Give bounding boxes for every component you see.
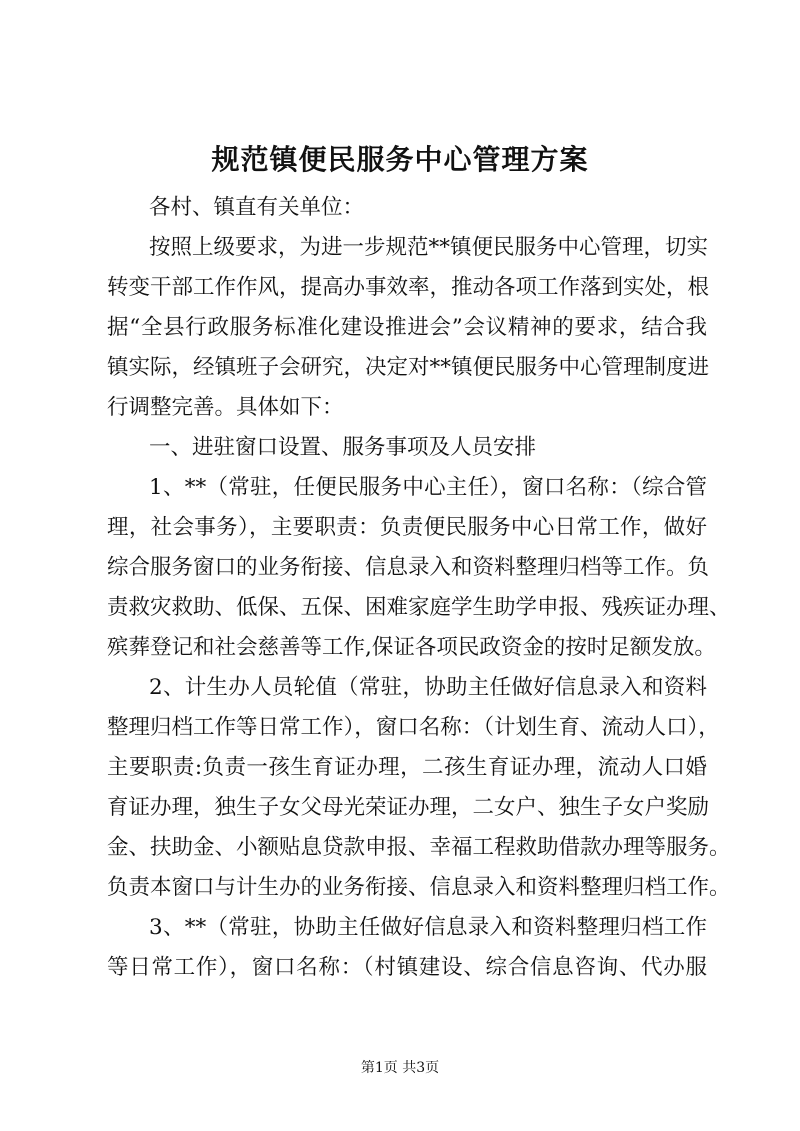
body-line: 主要职责:负责一孩生育证办理，二孩生育证办理，流动人口婚 xyxy=(107,755,707,780)
section-heading: 一、进驻窗口设置、服务事项及人员安排 xyxy=(149,435,537,460)
body-line: 行调整完善。具体如下： xyxy=(107,395,344,420)
body-line: 负责本窗口与计生办的业务衔接、信息录入和资料整理归档工作。 xyxy=(107,875,731,900)
page-title: 规范镇便民服务中心管理方案 xyxy=(211,143,589,176)
body-line: 2、计生办人员轮值（常驻，协助主任做好信息录入和资料 xyxy=(149,675,707,700)
body-line: 殡葬登记和社会慈善等工作,保证各项民政资金的按时足额发放。 xyxy=(107,635,716,660)
body-line: 金、扶助金、小额贴息贷款申报、幸福工程救助借款办理等服务。 xyxy=(107,835,731,860)
body-line: 整理归档工作等日常工作），窗口名称：（计划生育、流动人口）， xyxy=(107,715,720,740)
body-line: 各村、镇直有关单位： xyxy=(149,195,365,220)
body-line: 理，社会事务），主要职责：负责便民服务中心日常工作，做好 xyxy=(107,515,707,540)
body-line: 据“全县行政服务标准化建设推进会”会议精神的要求，结合我 xyxy=(107,315,707,340)
page-footer: 第1页 共3页 xyxy=(360,1060,440,1076)
body-line: 3、**（常驻，协助主任做好信息录入和资料整理归档工作 xyxy=(149,915,707,940)
body-line: 等日常工作），窗口名称：（村镇建设、综合信息咨询、代办服 xyxy=(107,955,707,980)
body-line: 综合服务窗口的业务衔接、信息录入和资料整理归档等工作。负 xyxy=(107,555,710,580)
body-line: 按照上级要求，为进一步规范**镇便民服务中心管理，切实 xyxy=(149,235,709,260)
body-line: 镇实际，经镇班子会研究，决定对**镇便民服务中心管理制度进 xyxy=(107,355,710,380)
body-line: 1、**（常驻，任便民服务中心主任），窗口名称：（综合管 xyxy=(149,475,707,500)
body-line: 育证办理，独生子女父母光荣证办理，二女户、独生子女户奖励 xyxy=(107,795,710,820)
body-line: 转变干部工作作风，提高办事效率，推动各项工作落到实处，根 xyxy=(107,275,710,300)
body-line: 责救灾救助、低保、五保、困难家庭学生助学申报、残疾证办理、 xyxy=(107,595,731,620)
